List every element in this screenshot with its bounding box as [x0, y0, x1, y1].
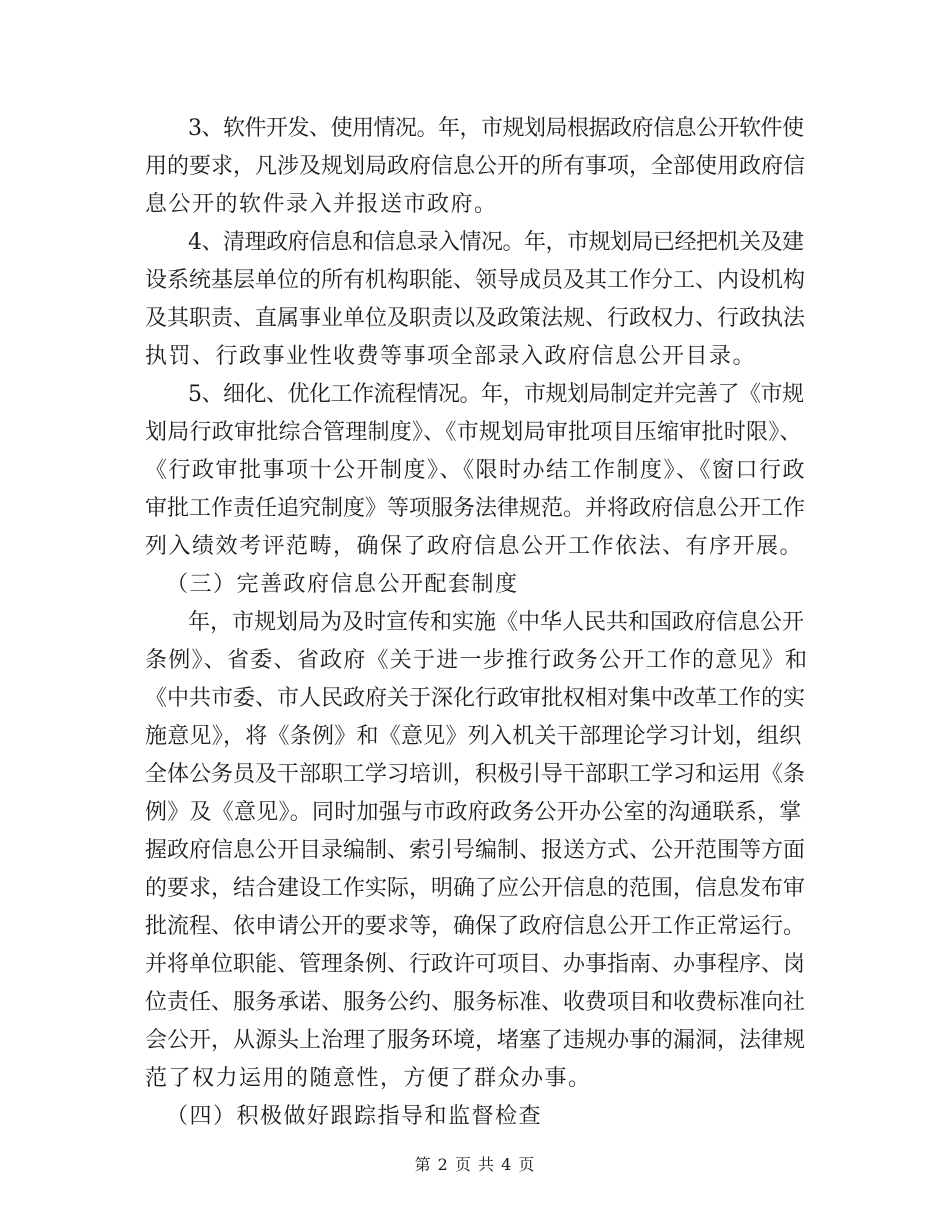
- section-heading: （四）积极做好跟踪指导和监督检查: [166, 1104, 543, 1129]
- section-heading: （三）完善政府信息公开配套制度: [166, 572, 519, 597]
- paragraph-line: 全体公务员及干部职工学习培训，积极引导干部职工学习和运用《条: [145, 762, 806, 787]
- paragraph-line: 例》及《意见》。同时加强与市政府政务公开办公室的沟通联系，掌: [145, 800, 802, 825]
- paragraph-line: 范了权力运用的随意性，方便了群众办事。: [145, 1066, 592, 1091]
- paragraph-line: 年，市规划局为及时宣传和实施《中华人民共和国政府信息公开: [188, 610, 805, 635]
- paragraph-line: 《中共市委、市人民政府关于深化行政审批权相对集中改革工作的实: [145, 686, 806, 711]
- paragraph-line: 执罚、行政事业性收费等事项全部录入政府信息公开目录。: [145, 344, 757, 369]
- paragraph-line: 《行政审批事项十公开制度》、《限时办结工作制度》、《窗口行政: [145, 458, 807, 483]
- paragraph-line: 设系统基层单位的所有机构职能、领导成员及其工作分工、内设机构: [145, 268, 806, 293]
- paragraph-line: 位责任、服务承诺、服务公约、服务标准、收费项目和收费标准向社: [145, 990, 806, 1015]
- paragraph-line: 3、软件开发、使用情况。年，市规划局根据政府信息公开软件使: [188, 116, 804, 141]
- page-footer: 第 2 页 共 4 页: [414, 1155, 536, 1174]
- paragraph-line: 施意见》，将《条例》和《意见》列入机关干部理论学习计划，组织: [145, 724, 802, 749]
- paragraph-line: 划局行政审批综合管理制度》、《市规划局审批项目压缩审批时限》、: [145, 420, 802, 445]
- paragraph-line: 用的要求，凡涉及规划局政府信息公开的所有事项，全部使用政府信: [145, 154, 806, 179]
- paragraph-line: 条例》、省委、省政府《关于进一步推行政务公开工作的意见》和: [145, 648, 809, 673]
- paragraph-line: 及其职责、直属事业单位及职责以及政策法规、行政权力、行政执法: [145, 306, 806, 331]
- paragraph-line: 审批工作责任追究制度》等项服务法律规范。并将政府信息公开工作: [145, 496, 806, 521]
- paragraph-line: 会公开，从源头上治理了服务环境，堵塞了违规办事的漏洞，法律规: [145, 1028, 806, 1053]
- paragraph-line: 握政府信息公开目录编制、索引号编制、报送方式、公开范围等方面: [145, 838, 806, 863]
- paragraph-line: 5、细化、优化工作流程情况。年，市规划局制定并完善了《市规: [188, 382, 804, 407]
- paragraph-line: 并将单位职能、管理条例、行政许可项目、办事指南、办事程序、岗: [145, 952, 806, 977]
- paragraph-line: 息公开的软件录入并报送市政府。: [145, 192, 498, 217]
- paragraph-line: 的要求，结合建设工作实际，明确了应公开信息的范围，信息发布审: [145, 876, 806, 901]
- paragraph-line: 列入绩效考评范畴，确保了政府信息公开工作依法、有序开展。: [145, 534, 804, 559]
- paragraph-line: 批流程、依申请公开的要求等，确保了政府信息公开工作正常运行。: [145, 914, 806, 939]
- paragraph-line: 4、清理政府信息和信息录入情况。年，市规划局已经把机关及建: [188, 230, 804, 255]
